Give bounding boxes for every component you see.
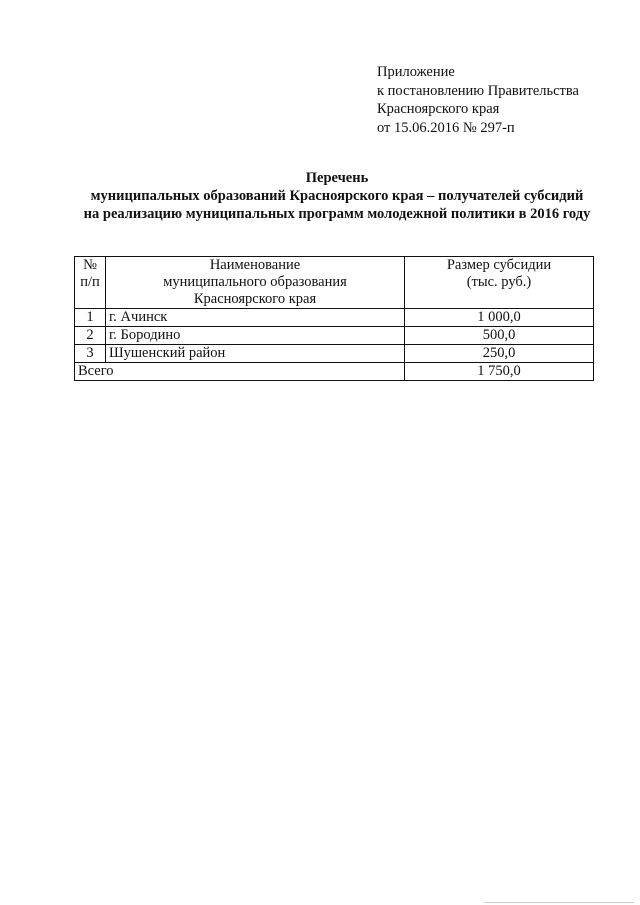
row-sum: 250,0	[405, 345, 594, 363]
appendix-block	[377, 63, 579, 137]
row-number: 3	[75, 345, 106, 363]
total-sum: 1 750,0	[405, 363, 594, 381]
subsidy-table	[74, 256, 594, 381]
header-sum	[405, 257, 594, 309]
table-row	[75, 345, 594, 363]
header-sum-line2: (тыс. руб.)	[466, 274, 532, 290]
table-header-row	[75, 257, 594, 309]
table-row	[75, 309, 594, 327]
title-line: Перечень	[305, 170, 369, 186]
header-sum-line1: Размер субсидии	[446, 257, 552, 273]
appendix-line: Приложение	[377, 64, 455, 80]
row-name: Шушенский район	[106, 345, 405, 363]
title-line: муниципальных образований Красноярского края – получателей субсидий	[90, 188, 584, 204]
row-sum: 1 000,0	[405, 309, 594, 327]
row-name: г. Ачинск	[106, 309, 405, 327]
title-line: на реализацию муниципальных программ молодежной политики в 2016 году	[83, 206, 591, 222]
scan-edge-line	[484, 902, 634, 903]
total-label: Всего	[75, 363, 405, 381]
header-name	[106, 257, 405, 309]
appendix-line: от 15.06.2016 № 297-п	[377, 119, 515, 136]
header-name-line2: муниципального образования	[163, 274, 347, 290]
header-name-line3: Красноярского края	[193, 291, 317, 307]
header-number-line2: п/п	[80, 274, 100, 290]
row-number: 1	[75, 309, 106, 327]
row-name: г. Бородино	[106, 327, 405, 345]
header-name-line1: Наименование	[209, 257, 301, 273]
document-title	[0, 169, 640, 223]
appendix-line: Красноярского края	[377, 101, 500, 117]
appendix-line: к постановлению Правительства	[377, 82, 579, 99]
table-row	[75, 327, 594, 345]
total-row	[75, 363, 594, 381]
header-number	[75, 257, 106, 309]
header-number-line1: №	[83, 257, 97, 273]
row-sum: 500,0	[405, 327, 594, 345]
row-number: 2	[75, 327, 106, 345]
